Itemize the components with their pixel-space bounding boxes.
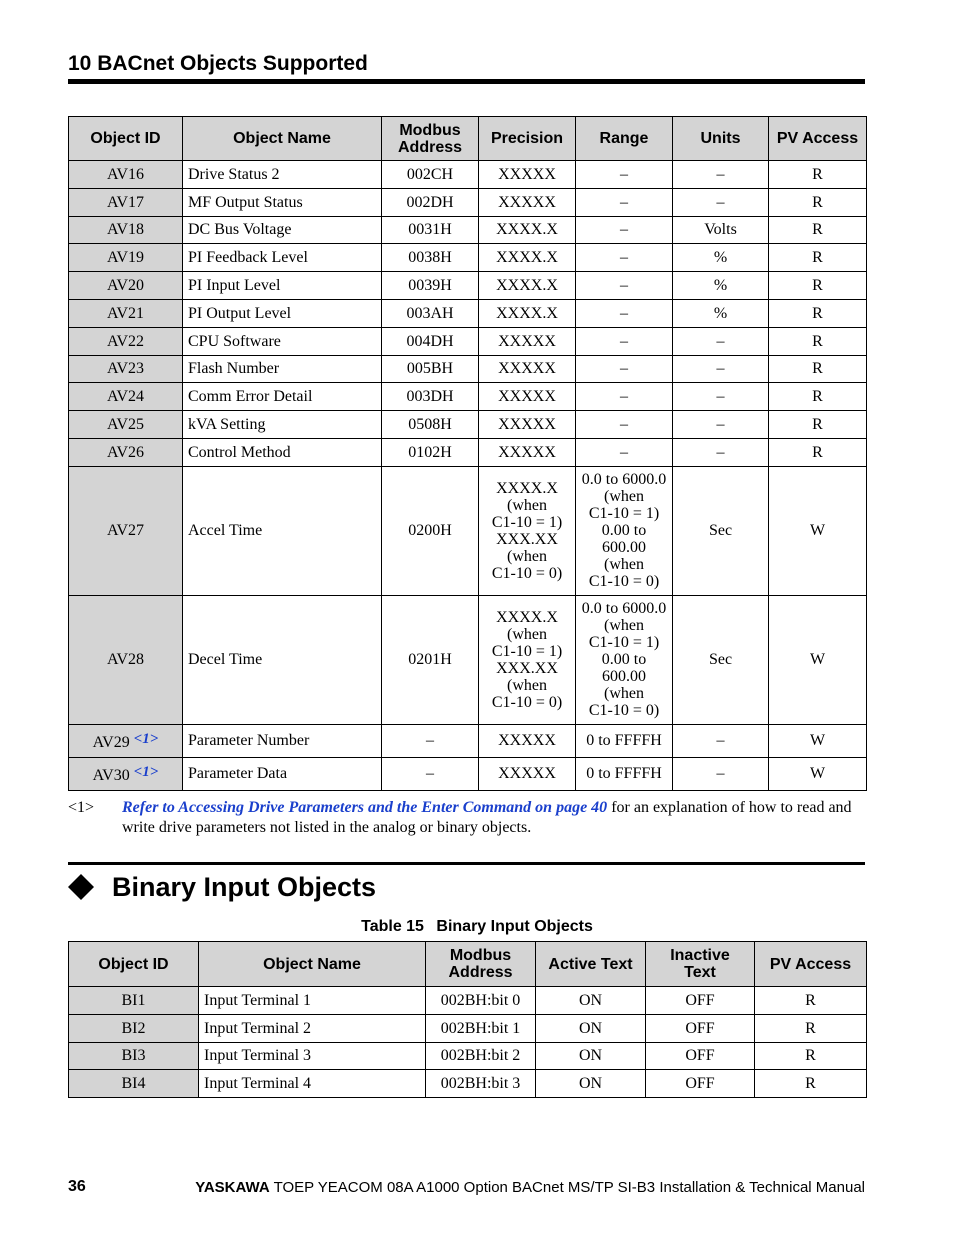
pv-access-cell: R xyxy=(755,1014,867,1042)
range-line: (when xyxy=(604,685,644,703)
modbus-address-cell: 005BH xyxy=(382,355,479,383)
table-row xyxy=(69,272,867,300)
table-row xyxy=(69,1014,867,1042)
range-line: C1-10 = 1) xyxy=(588,634,660,652)
object-id-cell: AV27 xyxy=(69,466,183,595)
range-cell: 0 to FFFFH xyxy=(576,757,673,790)
precision-cell: XXXXX xyxy=(479,724,576,757)
units-cell: – xyxy=(673,383,769,411)
precision-line: XXXX.X xyxy=(496,479,558,497)
units-cell: – xyxy=(673,411,769,439)
header-object-id: Object ID xyxy=(69,942,199,987)
pv-access-cell: W xyxy=(769,466,867,595)
table-row xyxy=(69,724,867,757)
object-id-cell: BI2 xyxy=(69,1014,199,1042)
units-cell: – xyxy=(673,757,769,790)
modbus-address-cell: 0038H xyxy=(382,244,479,272)
precision-cell: XXXXX xyxy=(479,383,576,411)
table-caption-title: Binary Input Objects xyxy=(436,918,593,935)
inactive-text-cell: OFF xyxy=(646,1042,755,1070)
units-cell: – xyxy=(673,161,769,189)
header-precision: Precision xyxy=(479,117,576,161)
precision-cell: XXXX.X xyxy=(479,299,576,327)
pv-access-cell: R xyxy=(769,438,867,466)
precision-line: C1-10 = 0) xyxy=(491,564,563,582)
table-row xyxy=(69,327,867,355)
footer-title: TOEP YEACOM 08A A1000 Option BACnet MS/TP SI-B3 Installation & Technical Manual xyxy=(269,1179,865,1196)
section-header xyxy=(68,51,865,84)
active-text-cell: ON xyxy=(536,987,646,1015)
table-row xyxy=(69,595,867,724)
object-name-cell: PI Feedback Level xyxy=(183,244,382,272)
footnote-text: for an explanation of how to read and write drive parameters not listed in the analog or binary objects. xyxy=(122,799,852,836)
pv-access-cell: R xyxy=(769,383,867,411)
object-id-cell: AV20 xyxy=(69,272,183,300)
range-cell: – xyxy=(576,188,673,216)
header-units: Units xyxy=(673,117,769,161)
pv-access-cell: R xyxy=(769,299,867,327)
object-name-cell: Input Terminal 4 xyxy=(199,1070,426,1098)
precision-line: (when xyxy=(507,625,547,643)
units-cell: – xyxy=(673,438,769,466)
active-text-cell: ON xyxy=(536,1070,646,1098)
range-line: (when xyxy=(604,488,644,506)
object-name-cell: Input Terminal 1 xyxy=(199,987,426,1015)
range-line: 600.00 xyxy=(602,539,646,557)
object-id-cell: AV21 xyxy=(69,299,183,327)
object-name-cell: Control Method xyxy=(183,438,382,466)
object-name-cell: PI Input Level xyxy=(183,272,382,300)
footer-text xyxy=(195,1179,865,1196)
precision-line: C1-10 = 1) xyxy=(491,513,563,531)
precision-cell: XXXXX xyxy=(479,757,576,790)
units-cell: Volts xyxy=(673,216,769,244)
object-id-cell xyxy=(69,757,183,790)
range-line: 0.00 to xyxy=(601,522,647,540)
pv-access-cell: R xyxy=(769,244,867,272)
range-line: 600.00 xyxy=(602,668,646,686)
modbus-address-cell: 002BH:bit 0 xyxy=(426,987,536,1015)
modbus-address-cell: – xyxy=(382,724,479,757)
range-cell: – xyxy=(576,216,673,244)
modbus-address-cell: 0200H xyxy=(382,466,479,595)
header-pv-access: PV Access xyxy=(755,942,867,987)
object-name-cell: Parameter Number xyxy=(183,724,382,757)
binary-section-title: Binary Input Objects xyxy=(112,871,377,902)
active-text-cell: ON xyxy=(536,1014,646,1042)
header-object-name: Object Name xyxy=(183,117,382,161)
footnote xyxy=(68,798,866,838)
range-line: C1-10 = 0) xyxy=(588,573,660,591)
pv-access-cell: R xyxy=(769,411,867,439)
footnote-reference-link[interactable]: <1> xyxy=(133,763,159,780)
units-cell: – xyxy=(673,724,769,757)
precision-cell: XXXXX xyxy=(479,438,576,466)
precision-cell: XXXXX xyxy=(479,327,576,355)
table-row xyxy=(69,438,867,466)
inactive-text-cell: OFF xyxy=(646,987,755,1015)
diamond-icon xyxy=(68,874,94,900)
object-name-cell: Comm Error Detail xyxy=(183,383,382,411)
active-text-cell: ON xyxy=(536,1042,646,1070)
pv-access-cell: W xyxy=(769,724,867,757)
precision-cell: XXXXX xyxy=(479,355,576,383)
pv-access-cell: R xyxy=(755,987,867,1015)
object-name-cell: Flash Number xyxy=(183,355,382,383)
range-line: (when xyxy=(604,556,644,574)
modbus-address-cell: 004DH xyxy=(382,327,479,355)
table-caption-number: Table 15 xyxy=(361,918,424,935)
modbus-address-cell: 003DH xyxy=(382,383,479,411)
precision-cell xyxy=(479,595,576,724)
range-line: C1-10 = 1) xyxy=(588,505,660,523)
range-cell: – xyxy=(576,355,673,383)
modbus-address-cell: 0508H xyxy=(382,411,479,439)
object-name-cell: MF Output Status xyxy=(183,188,382,216)
page-number: 36 xyxy=(68,1178,86,1195)
object-name-cell: Drive Status 2 xyxy=(183,161,382,189)
object-id-text: AV30 xyxy=(92,766,130,784)
header-range: Range xyxy=(576,117,673,161)
footnote-link[interactable]: Refer to Accessing Drive Parameters and the Enter Command on page 40 xyxy=(122,799,608,816)
binary-input-table xyxy=(68,941,867,1098)
footer-brand: YASKAWA xyxy=(195,1179,270,1196)
modbus-address-cell: 002BH:bit 2 xyxy=(426,1042,536,1070)
object-id-cell: AV24 xyxy=(69,383,183,411)
object-id-cell: AV18 xyxy=(69,216,183,244)
precision-cell: XXXX.X xyxy=(479,216,576,244)
analog-value-table xyxy=(68,116,867,791)
section-rule xyxy=(68,79,865,84)
units-cell: – xyxy=(673,327,769,355)
table-row xyxy=(69,244,867,272)
modbus-address-cell: 002BH:bit 3 xyxy=(426,1070,536,1098)
range-line: 0.00 to xyxy=(601,651,647,669)
header-modbus-address: Modbus Address xyxy=(426,942,536,987)
pv-access-cell: R xyxy=(755,1042,867,1070)
units-cell: % xyxy=(673,244,769,272)
range-line: 0.0 to 6000.0 xyxy=(581,600,667,618)
precision-line: XXX.XX xyxy=(496,530,558,548)
object-name-cell: Input Terminal 2 xyxy=(199,1014,426,1042)
range-cell xyxy=(576,466,673,595)
range-cell: – xyxy=(576,244,673,272)
object-id-cell: AV28 xyxy=(69,595,183,724)
range-cell: – xyxy=(576,272,673,300)
table-header-row xyxy=(69,117,867,161)
object-name-cell: Input Terminal 3 xyxy=(199,1042,426,1070)
table-row xyxy=(69,1070,867,1098)
object-name-cell: DC Bus Voltage xyxy=(183,216,382,244)
header-active-text: Active Text xyxy=(536,942,646,987)
range-cell xyxy=(576,595,673,724)
precision-line: XXXX.X xyxy=(496,608,558,626)
table-row xyxy=(69,466,867,595)
object-id-cell: AV26 xyxy=(69,438,183,466)
precision-line: (when xyxy=(507,676,547,694)
object-name-cell: Decel Time xyxy=(183,595,382,724)
units-cell: – xyxy=(673,188,769,216)
range-cell: – xyxy=(576,438,673,466)
object-id-cell: AV23 xyxy=(69,355,183,383)
modbus-address-cell: 0102H xyxy=(382,438,479,466)
pv-access-cell: R xyxy=(755,1070,867,1098)
precision-cell: XXXXX xyxy=(479,188,576,216)
pv-access-cell: R xyxy=(769,327,867,355)
binary-section-rule xyxy=(68,862,865,865)
table-row xyxy=(69,299,867,327)
footnote-reference-link[interactable]: <1> xyxy=(133,730,159,747)
pv-access-cell: R xyxy=(769,161,867,189)
precision-line: XXX.XX xyxy=(496,659,558,677)
footnote-mark: <1> xyxy=(68,799,95,816)
precision-cell: XXXX.X xyxy=(479,244,576,272)
table-row xyxy=(69,188,867,216)
object-id-cell: AV16 xyxy=(69,161,183,189)
inactive-text-cell: OFF xyxy=(646,1014,755,1042)
modbus-address-cell: 002CH xyxy=(382,161,479,189)
header-pv-access: PV Access xyxy=(769,117,867,161)
range-cell: – xyxy=(576,383,673,411)
precision-line: (when xyxy=(507,547,547,565)
table-row xyxy=(69,355,867,383)
precision-line: C1-10 = 0) xyxy=(491,693,563,711)
table-row xyxy=(69,216,867,244)
binary-section-heading xyxy=(68,869,376,905)
range-cell: – xyxy=(576,411,673,439)
object-id-cell: BI1 xyxy=(69,987,199,1015)
section-title: 10 BACnet Objects Supported xyxy=(68,52,368,75)
table-header-row xyxy=(69,942,867,987)
precision-line: (when xyxy=(507,496,547,514)
units-cell: % xyxy=(673,299,769,327)
units-cell: Sec xyxy=(673,595,769,724)
modbus-address-cell: 0201H xyxy=(382,595,479,724)
range-cell: – xyxy=(576,327,673,355)
units-cell: % xyxy=(673,272,769,300)
modbus-address-cell: 002DH xyxy=(382,188,479,216)
header-inactive-text: Inactive Text xyxy=(646,942,755,987)
table-row xyxy=(69,383,867,411)
range-cell: – xyxy=(576,299,673,327)
header-modbus-address: Modbus Address xyxy=(382,117,479,161)
table-row xyxy=(69,757,867,790)
units-cell: – xyxy=(673,355,769,383)
range-line: (when xyxy=(604,617,644,635)
header-object-id: Object ID xyxy=(69,117,183,161)
inactive-text-cell: OFF xyxy=(646,1070,755,1098)
units-cell: Sec xyxy=(673,466,769,595)
range-cell: 0 to FFFFH xyxy=(576,724,673,757)
table-row xyxy=(69,411,867,439)
range-line: 0.0 to 6000.0 xyxy=(581,471,667,489)
modbus-address-cell: – xyxy=(382,757,479,790)
object-id-cell: AV22 xyxy=(69,327,183,355)
pv-access-cell: R xyxy=(769,188,867,216)
object-name-cell: Parameter Data xyxy=(183,757,382,790)
object-id-cell: AV17 xyxy=(69,188,183,216)
pv-access-cell: W xyxy=(769,595,867,724)
object-id-cell: AV25 xyxy=(69,411,183,439)
modbus-address-cell: 003AH xyxy=(382,299,479,327)
precision-cell: XXXX.X xyxy=(479,272,576,300)
modbus-address-cell: 0031H xyxy=(382,216,479,244)
object-id-text: AV29 xyxy=(92,733,130,751)
object-id-cell: AV19 xyxy=(69,244,183,272)
pv-access-cell: R xyxy=(769,272,867,300)
object-name-cell: PI Output Level xyxy=(183,299,382,327)
precision-cell: XXXXX xyxy=(479,411,576,439)
modbus-address-cell: 0039H xyxy=(382,272,479,300)
table-row xyxy=(69,1042,867,1070)
object-id-cell: BI3 xyxy=(69,1042,199,1070)
object-id-cell: BI4 xyxy=(69,1070,199,1098)
object-name-cell: Accel Time xyxy=(183,466,382,595)
pv-access-cell: R xyxy=(769,216,867,244)
modbus-address-cell: 002BH:bit 1 xyxy=(426,1014,536,1042)
precision-line: C1-10 = 1) xyxy=(491,642,563,660)
object-name-cell: kVA Setting xyxy=(183,411,382,439)
object-id-cell xyxy=(69,724,183,757)
table-row xyxy=(69,161,867,189)
precision-cell: XXXXX xyxy=(479,161,576,189)
pv-access-cell: R xyxy=(769,355,867,383)
range-line: C1-10 = 0) xyxy=(588,702,660,720)
table-row xyxy=(69,987,867,1015)
table-caption xyxy=(0,918,954,936)
header-object-name: Object Name xyxy=(199,942,426,987)
range-cell: – xyxy=(576,161,673,189)
object-name-cell: CPU Software xyxy=(183,327,382,355)
pv-access-cell: W xyxy=(769,757,867,790)
precision-cell xyxy=(479,466,576,595)
